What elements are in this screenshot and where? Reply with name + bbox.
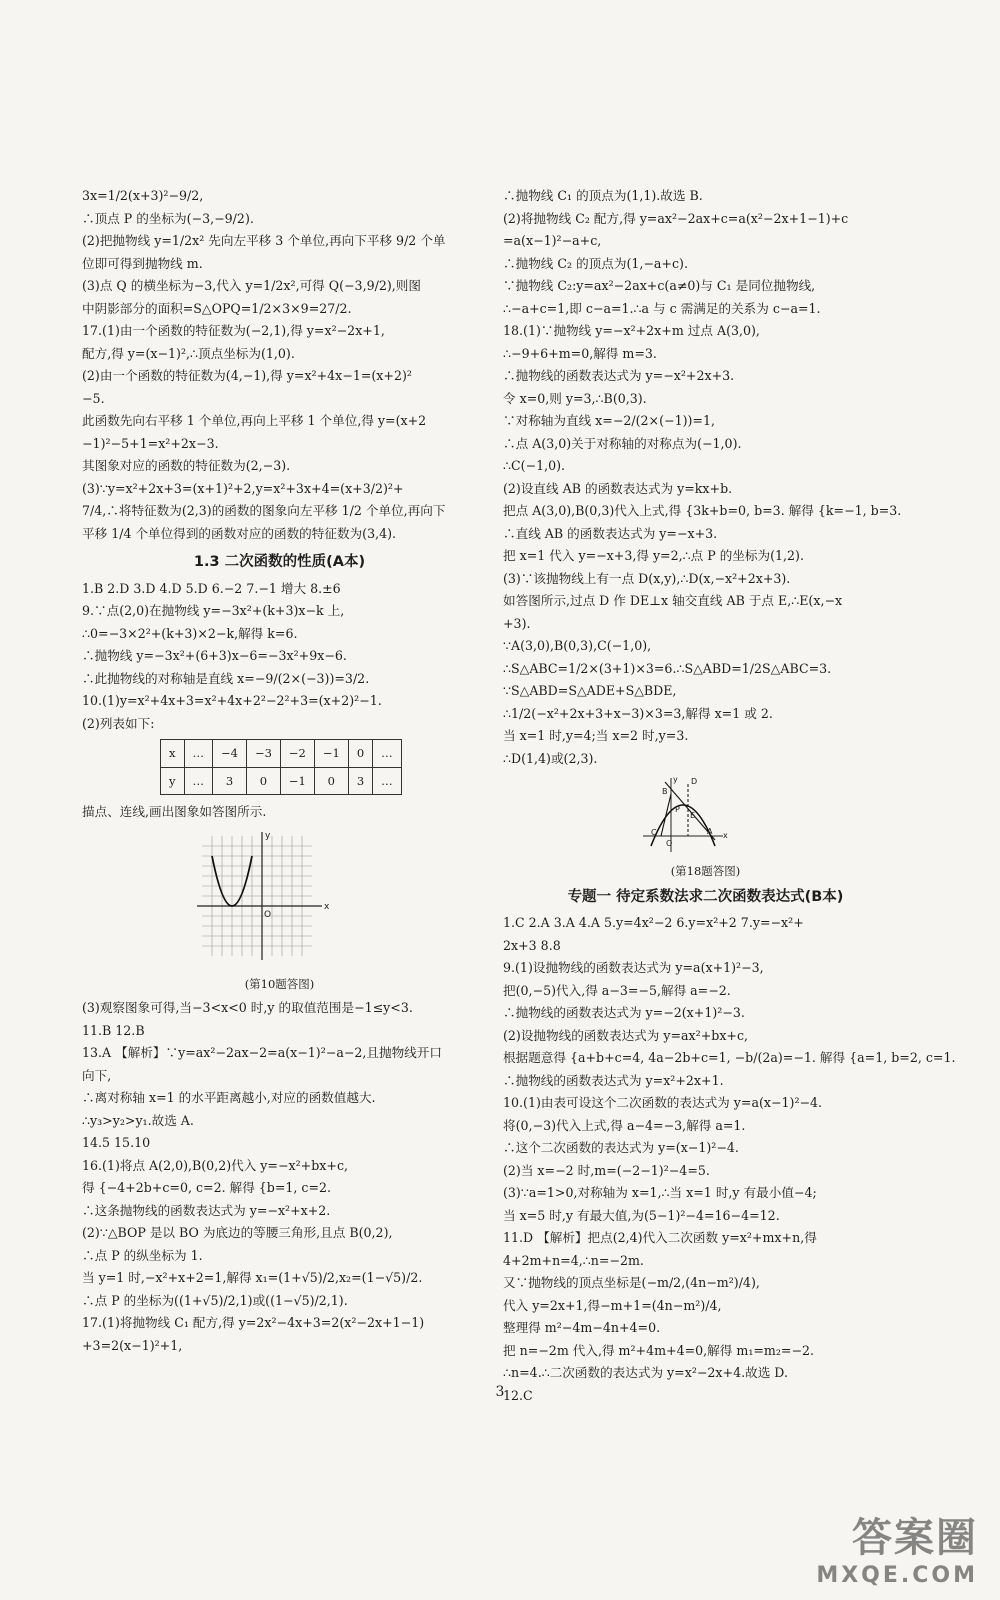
- table-cell: −2: [280, 740, 314, 768]
- table-cell: −1: [314, 740, 348, 768]
- text-line: 令 x=0,则 y=3,∴B(0,3).: [503, 390, 647, 406]
- table-row: [161, 767, 402, 795]
- text-line: 3x=1/2(x+3)²−9/2,: [82, 188, 204, 203]
- svg-text:O: O: [666, 839, 673, 848]
- text-line: ∴抛物线 y=−3x²+(6+3)x−6=−3x²+9x−6.: [82, 648, 347, 663]
- text-line: 9.(1)设抛物线的函数表达式为 y=a(x+1)²−3,: [503, 960, 764, 975]
- figure-10-caption: (第10题答图): [244, 977, 315, 991]
- text-line: 中阴影部分的面积=S△OPQ=1/2×3×9=27/2.: [82, 300, 352, 316]
- text-line: ∵A(3,0),B(0,3),C(−1,0),: [503, 638, 652, 653]
- text-line: 10.(1)y=x²+4x+3=x²+4x+2²−2²+3=(x+2)²−1.: [82, 693, 382, 708]
- figure-18-graph: [503, 774, 908, 854]
- text-line: −5.: [82, 390, 105, 406]
- text-line: ∵S△ABD=S△ADE+S△BDE,: [503, 683, 677, 698]
- text-line: 此函数先向右平移 1 个单位,再向上平移 1 个单位,得 y=(x+2: [82, 413, 427, 428]
- text-line: (3)∵该抛物线上有一点 D(x,y),∴D(x,−x²+2x+3).: [503, 570, 791, 586]
- right-text-block-b: [503, 912, 956, 1407]
- figure-10-graph: [82, 828, 477, 968]
- text-line: ∴D(1,4)或(2,3).: [503, 750, 598, 766]
- text-line: =a(x−1)²−a+c,: [503, 233, 602, 248]
- text-line: (2)列表如下:: [82, 715, 155, 731]
- text-line: +3=2(x−1)²+1,: [82, 1337, 183, 1353]
- text-line: (3)∵a=1>0,对称轴为 x=1,∴当 x=1 时,y 有最小值−4;: [503, 1185, 817, 1200]
- text-line: ∴1/2(−x²+2x+3+x−3)×3=3,解得 x=1 或 2.: [503, 705, 773, 721]
- table-cell: 0: [348, 740, 372, 768]
- text-line: ∵抛物线 C₂:y=ax²−2ax+c(a≠0)与 C₁ 是同位抛物线,: [503, 278, 816, 293]
- table-cell: …: [184, 767, 213, 795]
- text-line: 17.(1)将抛物线 C₁ 配方,得 y=2x²−4x+3=2(x²−2x+1−1): [82, 1315, 425, 1330]
- text-line: ∴抛物线的函数表达式为 y=x²+2x+1.: [503, 1072, 724, 1088]
- table-cell: …: [373, 740, 402, 768]
- left-column: [82, 185, 477, 1357]
- table-cell: 0: [246, 767, 280, 795]
- text-line: 其图象对应的函数的特征数为(2,−3).: [82, 458, 291, 473]
- text-line: 把 x=1 代入 y=−x+3,得 y=2,∴点 P 的坐标为(1,2).: [503, 548, 804, 563]
- text-line: (2)将抛物线 C₂ 配方,得 y=ax²−2ax+c=a(x²−2x+1−1)+c: [503, 210, 849, 226]
- text-line: (2)当 x=−2 时,m=(−2−1)²−4=5.: [503, 1162, 710, 1178]
- svg-text:P: P: [675, 805, 680, 814]
- text-line: 当 y=1 时,−x²+x+2=1,解得 x₁=(1+√5)/2,x₂=(1−√5)/2.: [82, 1270, 423, 1285]
- left-text-block-a: [82, 185, 477, 545]
- text-line: 16.(1)将点 A(2,0),B(0,2)代入 y=−x²+bx+c,: [82, 1157, 349, 1173]
- svg-text:E: E: [690, 811, 696, 820]
- text-line: ∴点 A(3,0)关于对称轴的对称点为(−1,0).: [503, 435, 742, 451]
- svg-text:y: y: [265, 830, 271, 841]
- text-line: 把点 A(3,0),B(0,3)代入上式,得 {3k+b=0, b=3. 解得 {k=−1, b=3.: [503, 503, 902, 518]
- text-line: ∵对称轴为直线 x=−2/(2×(−1))=1,: [503, 413, 715, 428]
- text-line: 17.(1)由一个函数的特征数为(−2,1),得 y=x²−2x+1,: [82, 323, 385, 338]
- figure-10: [82, 828, 477, 994]
- text-line: ∴点 P 的纵坐标为 1.: [82, 1247, 203, 1263]
- text-line: (2)把抛物线 y=1/2x² 先向左平移 3 个单位,再向下平移 9/2 个单: [82, 233, 446, 248]
- text-line: 4+2m+n=4,∴n=−2m.: [503, 1252, 644, 1268]
- text-line: ∴0=−3×2²+(k+3)×2−k,解得 k=6.: [82, 625, 298, 641]
- svg-text:C: C: [651, 828, 657, 837]
- text-line: 2x+3 8.8: [503, 937, 561, 953]
- text-line: 平移 1/4 个单位得到的函数对应的函数的特征数为(3,4).: [82, 525, 397, 541]
- table-cell: 3: [348, 767, 372, 795]
- text-line: ∴抛物线的函数表达式为 y=−x²+2x+3.: [503, 368, 735, 383]
- text-line: ∴−9+6+m=0,解得 m=3.: [503, 345, 657, 361]
- text-line: ∴离对称轴 x=1 的水平距离越小,对应的函数值越大.: [82, 1090, 376, 1105]
- text-line: ∴抛物线 C₁ 的顶点为(1,1).故选 B.: [503, 188, 703, 203]
- text-line: 14.5 15.10: [82, 1135, 151, 1150]
- left-text-block-b: [82, 578, 477, 736]
- svg-text:A: A: [707, 827, 713, 836]
- text-line: 整理得 m²−4m−4n+4=0.: [503, 1320, 661, 1335]
- text-line: 把 n=−2m 代入,得 m²+4m+4=0,解得 m₁=m₂=−2.: [503, 1342, 815, 1358]
- svg-text:B: B: [662, 787, 668, 796]
- text-line: 如答图所示,过点 D 作 DE⊥x 轴交直线 AB 于点 E,∴E(x,−x: [503, 593, 843, 608]
- text-line: 位即可得到抛物线 m.: [82, 255, 203, 271]
- svg-text:x: x: [324, 901, 330, 912]
- text-line: 代入 y=2x+1,得−m+1=(4n−m²)/4,: [503, 1297, 722, 1313]
- text-line: ∴S△ABC=1/2×(3+1)×3=6.∴S△ABD=1/2S△ABC=3.: [503, 660, 832, 676]
- value-table: [160, 739, 402, 795]
- text-line: 12.C: [503, 1387, 533, 1403]
- text-line: 将(0,−3)代入上式,得 a−4=−3,解得 a=1.: [503, 1117, 746, 1133]
- table-cell: −4: [213, 740, 247, 768]
- text-line: 把(0,−5)代入,得 a−3=−5,解得 a=−2.: [503, 982, 731, 998]
- text-line: (3)∵y=x²+2x+3=(x+1)²+2,y=x²+3x+4=(x+3/2)²+: [82, 480, 404, 496]
- svg-text:D: D: [691, 777, 698, 786]
- table-cell: …: [184, 740, 213, 768]
- text-line: ∴−a+c=1,即 c−a=1.∴a 与 c 需满足的关系为 c−a=1.: [503, 300, 821, 316]
- text-line: ∴点 P 的坐标为((1+√5)/2,1)或((1−√5)/2,1).: [82, 1292, 348, 1308]
- text-line: 向下,: [82, 1067, 112, 1083]
- text-line: 又∵抛物线的顶点坐标是(−m/2,(4n−m²)/4),: [503, 1275, 760, 1290]
- text-line: (3)点 Q 的横坐标为−3,代入 y=1/2x²,可得 Q(−3,9/2),则图: [82, 278, 421, 293]
- text-line: 配方,得 y=(x−1)²,∴顶点坐标为(1,0).: [82, 345, 295, 361]
- table-cell: 0: [314, 767, 348, 795]
- watermark-logo: 答案圈 MXQE.COM: [816, 1515, 978, 1588]
- text-line: (2)设抛物线的函数表达式为 y=ax²+bx+c,: [503, 1027, 749, 1043]
- text-line: 当 x=5 时,y 有最大值,为(5−1)²−4=16−4=12.: [503, 1207, 780, 1223]
- table-row: [161, 740, 402, 768]
- text-line: ∴直线 AB 的函数表达式为 y=−x+3.: [503, 525, 718, 541]
- text-line: (2)∵△BOP 是以 BO 为底边的等腰三角形,且点 B(0,2),: [82, 1225, 393, 1240]
- text-line: 11.D 【解析】把点(2,4)代入二次函数 y=x²+mx+n,得: [503, 1230, 817, 1245]
- text-line: 18.(1)∵抛物线 y=−x²+2x+m 过点 A(3,0),: [503, 323, 760, 338]
- table-cell: −1: [280, 767, 314, 795]
- text-line: 根据题意得 {a+b+c=4, 4a−2b+c=1, −b/(2a)=−1. 解得 {a=1, b=2, c=1.: [503, 1050, 956, 1065]
- text-line: 13.A 【解析】∵y=ax²−2ax−2=a(x−1)²−a−2,且抛物线开口: [82, 1045, 442, 1060]
- parabola-curve-18: [651, 805, 715, 846]
- text-line: ∴顶点 P 的坐标为(−3,−9/2).: [82, 210, 254, 226]
- text-line: 11.B 12.B: [82, 1022, 145, 1038]
- table-cell: …: [373, 767, 402, 795]
- text-line: 10.(1)由表可设这个二次函数的表达式为 y=a(x−1)²−4.: [503, 1095, 823, 1110]
- text-line: +3).: [503, 615, 531, 631]
- table-cell: x: [161, 740, 185, 768]
- text-line: 1.B 2.D 3.D 4.D 5.D 6.−2 7.−1 增大 8.±6: [82, 580, 341, 596]
- text-line: ∴这个二次函数的表达式为 y=(x−1)²−4.: [503, 1140, 739, 1155]
- table-cell: y: [161, 767, 185, 795]
- text-line: ∴C(−1,0).: [503, 458, 566, 473]
- text-line: ∴抛物线的函数表达式为 y=−2(x+1)²−3.: [503, 1005, 745, 1020]
- text-line: 得 {−4+2b+c=0, c=2. 解得 {b=1, c=2.: [82, 1180, 332, 1195]
- text-line: −1)²−5+1=x²+2x−3.: [82, 435, 219, 451]
- table-cell: −3: [246, 740, 280, 768]
- text-line: ∴此抛物线的对称轴是直线 x=−9/(2×(−3))=3/2.: [82, 670, 370, 686]
- table-cell: 3: [213, 767, 247, 795]
- svg-text:x: x: [723, 831, 728, 840]
- text-line: ∴n=4.∴二次函数的表达式为 y=x²−2x+4.故选 D.: [503, 1365, 788, 1380]
- left-text-block-c: [82, 997, 477, 1357]
- text-line: (3)观察图象可得,当−3<x<0 时,y 的取值范围是−1≤y<3.: [82, 1000, 413, 1015]
- svg-text:y: y: [673, 775, 678, 784]
- figure-18-caption: (第18题答图): [670, 863, 741, 878]
- section-title-topic-1: 专题一 待定系数法求二次函数表达式(B本): [567, 888, 844, 905]
- text-line: 9.∵点(2,0)在抛物线 y=−3x²+(k+3)x−k 上,: [82, 603, 345, 618]
- figure-18: [503, 774, 908, 880]
- section-title-1-3: 1.3 二次函数的性质(A本): [193, 554, 366, 570]
- text-line: ∴y₃>y₂>y₁.故选 A.: [82, 1112, 194, 1128]
- text-line: (2)设直线 AB 的函数表达式为 y=kx+b.: [503, 480, 733, 496]
- page-number: 3: [495, 1384, 505, 1400]
- right-column: [503, 185, 956, 1407]
- text-line: 描点、连线,画出图象如答图所示.: [82, 804, 267, 819]
- text-line: ∴这条抛物线的函数表达式为 y=−x²+x+2.: [82, 1202, 331, 1218]
- right-text-block-a: [503, 185, 908, 770]
- text-line: 1.C 2.A 3.A 4.A 5.y=4x²−2 6.y=x²+2 7.y=−x²+: [503, 915, 804, 930]
- text-line: ∴抛物线 C₂ 的顶点为(1,−a+c).: [503, 255, 688, 271]
- text-line: 当 x=1 时,y=4;当 x=2 时,y=3.: [503, 728, 689, 743]
- svg-text:O: O: [264, 909, 272, 920]
- text-line: (2)由一个函数的特征数为(4,−1),得 y=x²+4x−1=(x+2)²: [82, 368, 412, 383]
- text-line: 7/4,∴将特征数为(2,3)的函数的图象向左平移 1/2 个单位,再向下: [82, 503, 446, 518]
